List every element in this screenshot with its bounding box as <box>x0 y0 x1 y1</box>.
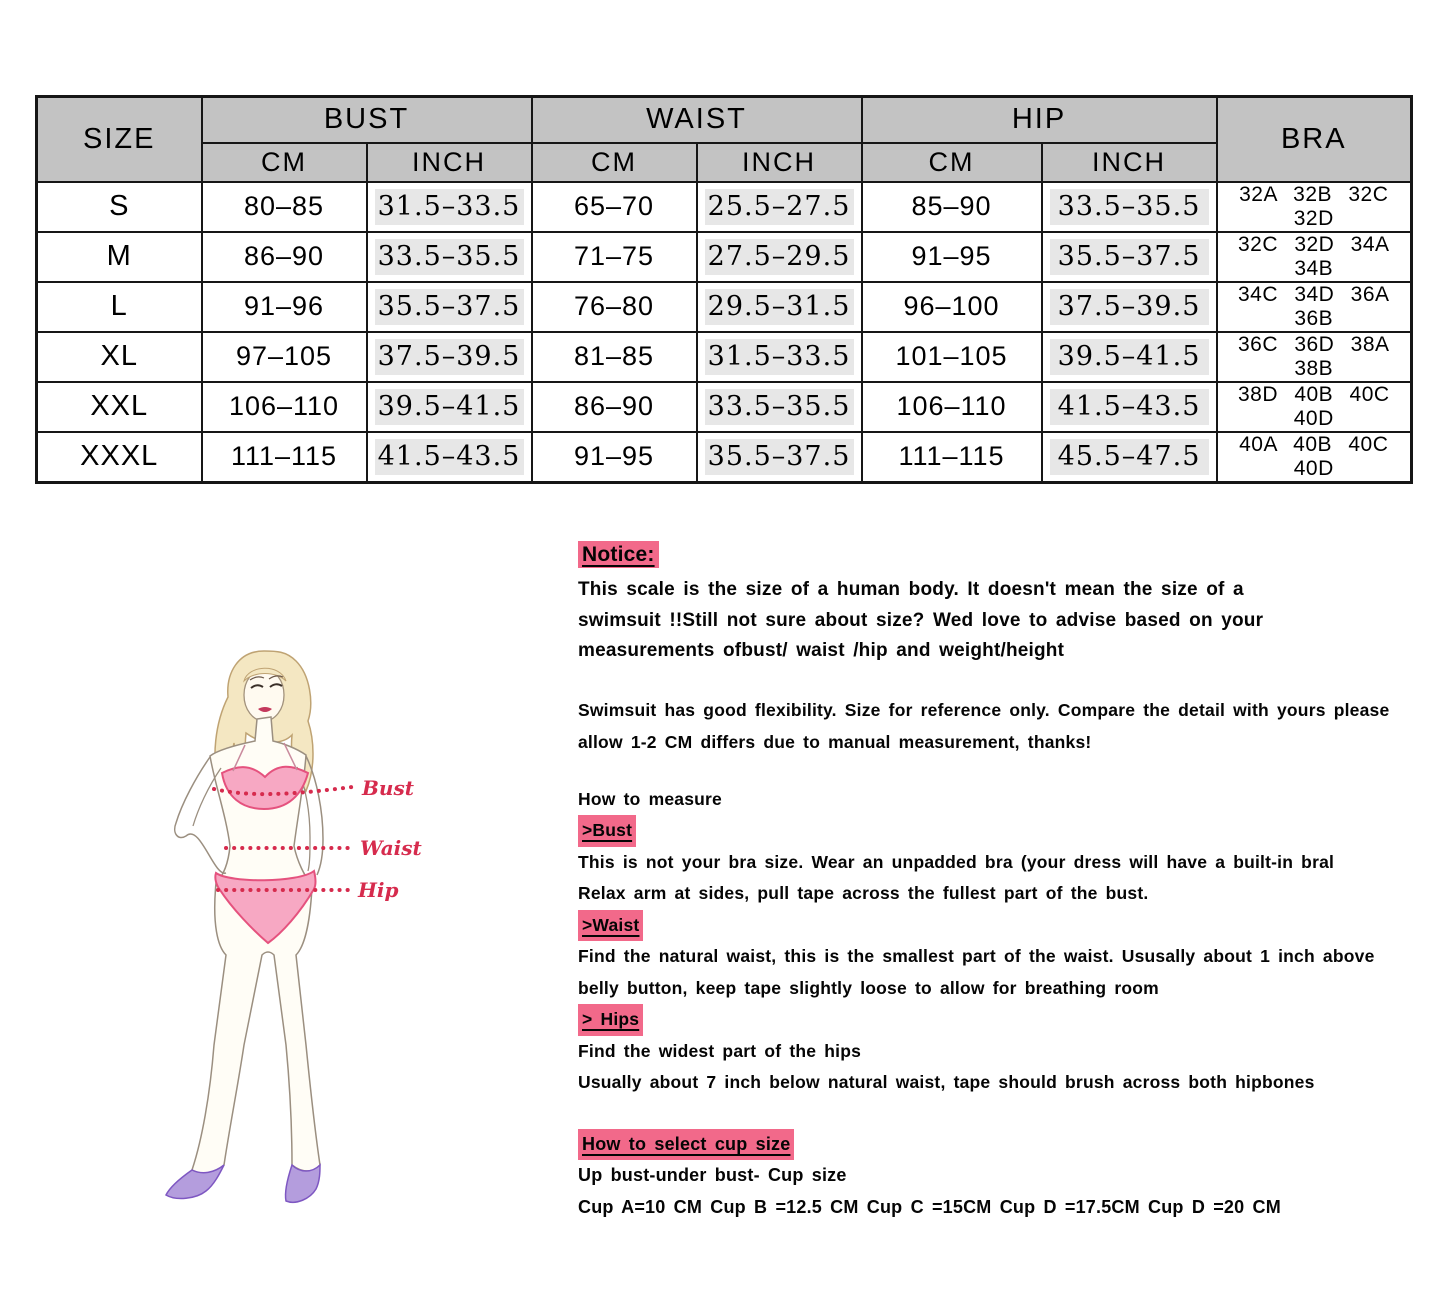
size-value: M <box>37 232 202 282</box>
waist-heading-row <box>578 910 1438 942</box>
bra-values: 40A 40B 40C 40D <box>1217 432 1412 483</box>
bra-values: 32C 32D 34A 34B <box>1217 232 1412 282</box>
text-line: allow 1-2 CM differs due to manual measurement, thanks! <box>578 731 1092 752</box>
cup-size-block <box>578 1129 1438 1224</box>
waist-label: Waist <box>360 836 422 860</box>
text-line: swimsuit !!Still not sure about size? Wed love to advise based on your <box>578 609 1264 631</box>
bust-label: Bust <box>362 776 414 800</box>
size-row-l <box>37 282 1412 332</box>
measurement-figure <box>130 625 490 1235</box>
unit-header-bust-cm: CM <box>202 143 367 182</box>
hips-section-heading: > Hips <box>578 1004 643 1036</box>
waist-inch-value: 29.5–31.5 <box>697 282 862 332</box>
unit-header-hip-inch: INCH <box>1042 143 1217 182</box>
measuring-info-column <box>578 541 1438 1223</box>
waist-inch-value: 33.5–35.5 <box>697 382 862 432</box>
bust-inch-value: 35.5–37.5 <box>367 282 532 332</box>
waist-cm-value: 91–95 <box>532 432 697 483</box>
hip-cm-value: 85–90 <box>862 182 1042 232</box>
waist-cm-value: 86–90 <box>532 382 697 432</box>
bra-values: 38D 40B 40C 40D <box>1217 382 1412 432</box>
size-value: XL <box>37 332 202 382</box>
text-line: measurements ofbust/ waist /hip and weight/height <box>578 640 1065 661</box>
waist-instructions <box>578 941 1438 1004</box>
waist-section-heading: >Waist <box>578 910 643 942</box>
hip-label: Hip <box>358 878 399 902</box>
waist-inch-value: 27.5–29.5 <box>697 232 862 282</box>
hips-instructions <box>578 1036 1438 1099</box>
bra-values: 34C 34D 36A 36B <box>1217 282 1412 332</box>
hip-inch-value: 33.5–35.5 <box>1042 182 1217 232</box>
text-line: This scale is the size of a human body. It doesn't mean the size of a <box>578 579 1244 600</box>
hip-cm-value: 91–95 <box>862 232 1042 282</box>
size-value: L <box>37 282 202 332</box>
size-row-s <box>37 182 1412 232</box>
bust-heading-row <box>578 815 1438 847</box>
bust-cm-value: 91–96 <box>202 282 367 332</box>
text-line: Swimsuit has good flexibility. Size for reference only. Compare the detail with yours please <box>578 699 1390 720</box>
size-row-xxl <box>37 382 1412 432</box>
bust-cm-value: 80–85 <box>202 182 367 232</box>
hip-inch-value: 37.5–39.5 <box>1042 282 1217 332</box>
bust-cm-value: 97–105 <box>202 332 367 382</box>
hip-inch-value: 39.5–41.5 <box>1042 332 1217 382</box>
table-unit-header-row <box>37 143 1412 182</box>
bust-inch-value: 37.5–39.5 <box>367 332 532 382</box>
bust-instructions <box>578 847 1438 910</box>
waist-inch-value: 31.5–33.5 <box>697 332 862 382</box>
bust-cm-value: 111–115 <box>202 432 367 483</box>
waist-cm-value: 71–75 <box>532 232 697 282</box>
hip-cm-value: 101–105 <box>862 332 1042 382</box>
unit-header-waist-inch: INCH <box>697 143 862 182</box>
hip-cm-value: 106–110 <box>862 382 1042 432</box>
bust-inch-value: 33.5–35.5 <box>367 232 532 282</box>
right-shoe <box>285 1165 320 1202</box>
text-line: Cup A=10 CM Cup B =12.5 CM Cup C =15CM Cup D =17.5CM Cup D =20 CM <box>578 1196 1281 1217</box>
hip-cm-value: 111–115 <box>862 432 1042 483</box>
waist-cm-value: 65–70 <box>532 182 697 232</box>
size-value: XXL <box>37 382 202 432</box>
how-to-measure-block <box>578 784 1438 1099</box>
column-header-bra: BRA <box>1217 97 1412 182</box>
hip-cm-value: 96–100 <box>862 282 1042 332</box>
unit-header-waist-cm: CM <box>532 143 697 182</box>
bust-inch-value: 39.5–41.5 <box>367 382 532 432</box>
size-row-m <box>37 232 1412 282</box>
waist-cm-value: 76–80 <box>532 282 697 332</box>
cup-instructions <box>578 1160 1438 1223</box>
bra-values: 36C 36D 38A 38B <box>1217 332 1412 382</box>
bust-cm-value: 106–110 <box>202 382 367 432</box>
hip-inch-value: 45.5–47.5 <box>1042 432 1217 483</box>
hip-inch-value: 41.5–43.5 <box>1042 382 1217 432</box>
waist-cm-value: 81–85 <box>532 332 697 382</box>
text-line: Relax arm at sides, pull tape across the fullest part of the bust. <box>578 883 1149 903</box>
unit-header-bust-inch: INCH <box>367 143 532 182</box>
unit-header-hip-cm: CM <box>862 143 1042 182</box>
bust-cm-value: 86–90 <box>202 232 367 282</box>
text-line: Find the widest part of the hips <box>578 1040 862 1061</box>
cup-section-heading: How to select cup size <box>578 1129 794 1161</box>
size-row-xl <box>37 332 1412 382</box>
column-header-hip: HIP <box>862 97 1217 143</box>
flexibility-paragraph <box>578 694 1438 758</box>
text-line: Usually about 7 inch below natural waist, tape should brush across both hipbones <box>578 1072 1315 1092</box>
text-line: Find the natural waist, this is the smallest part of the waist. Ususally about 1 inch above <box>578 946 1375 966</box>
bust-section-heading: >Bust <box>578 815 636 847</box>
column-header-waist: WAIST <box>532 97 862 143</box>
waist-inch-value: 25.5–27.5 <box>697 182 862 232</box>
cup-heading-row <box>578 1129 1438 1161</box>
text-line: Up bust-under bust- Cup size <box>578 1165 847 1185</box>
table-group-header-row <box>37 97 1412 143</box>
notice-heading: Notice: <box>578 541 659 568</box>
hips-heading-row <box>578 1004 1438 1036</box>
size-row-xxxl <box>37 432 1412 483</box>
size-value: S <box>37 182 202 232</box>
how-to-measure-heading: How to measure <box>578 788 722 809</box>
size-value: XXXL <box>37 432 202 483</box>
woman-sketch-illustration <box>130 625 490 1235</box>
bra-values: 32A 32B 32C 32D <box>1217 182 1412 232</box>
notice-heading-row <box>578 541 1438 568</box>
bust-inch-value: 41.5–43.5 <box>367 432 532 483</box>
bust-inch-value: 31.5–33.5 <box>367 182 532 232</box>
waist-inch-value: 35.5–37.5 <box>697 432 862 483</box>
column-header-size: SIZE <box>37 97 202 182</box>
hip-inch-value: 35.5–37.5 <box>1042 232 1217 282</box>
notice-paragraph <box>578 575 1438 667</box>
column-header-bust: BUST <box>202 97 532 143</box>
text-line: This is not your bra size. Wear an unpadded bra (your dress will have a built-in bral <box>578 851 1335 872</box>
text-line: belly button, keep tape slightly loose to allow for breathing room <box>578 977 1159 998</box>
size-chart-table <box>35 95 1413 484</box>
